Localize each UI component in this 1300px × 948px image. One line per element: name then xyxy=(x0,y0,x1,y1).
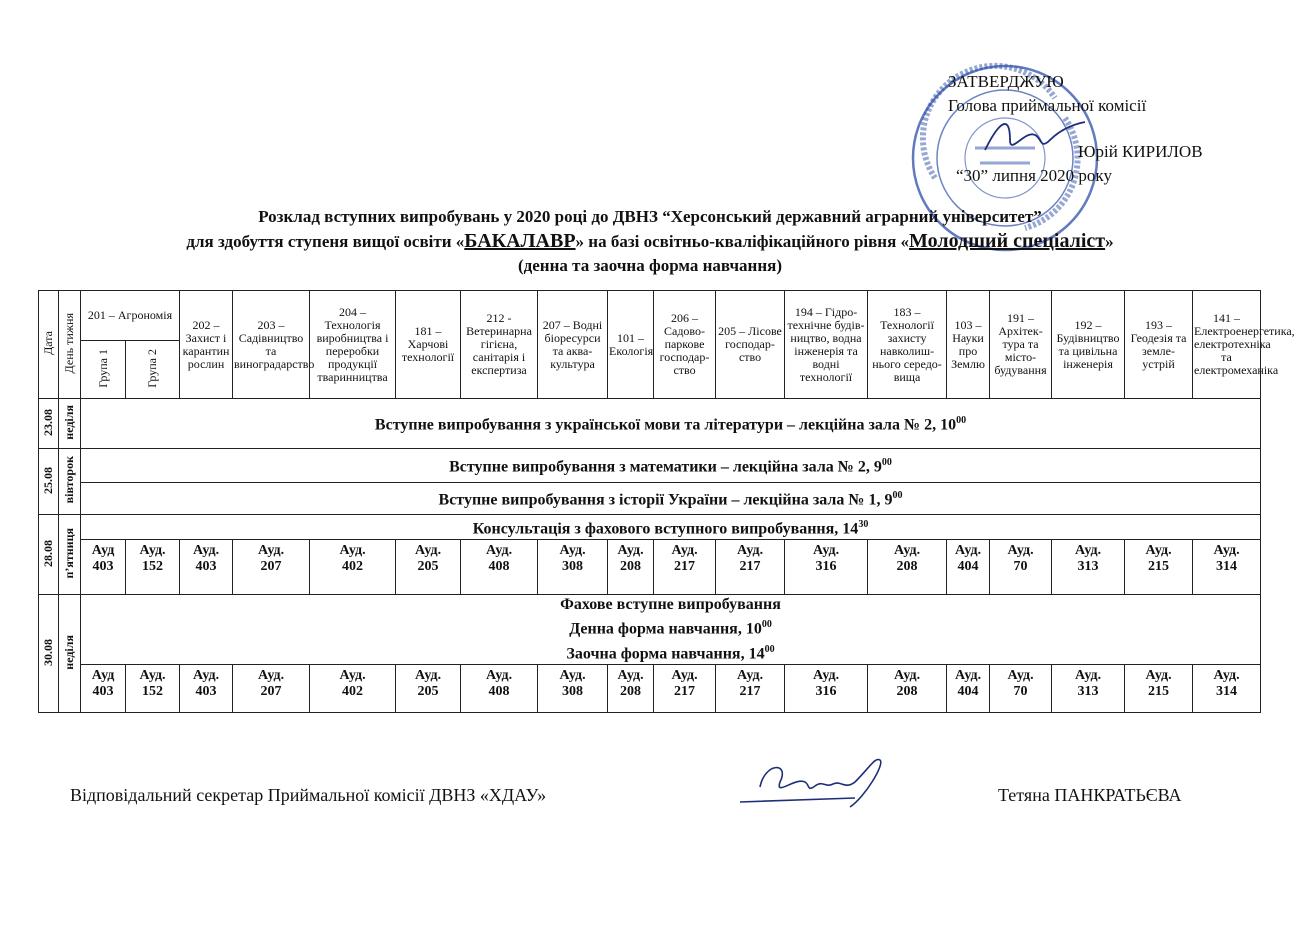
header-specialty: 141 – Електроенергетика, електротехніка та електромеханіка xyxy=(1193,291,1261,399)
header-specialty: 212 - Ветеринарна гігієна, санітарія і експертиза xyxy=(461,291,538,399)
room-cell: Ауд. 217 xyxy=(654,540,716,595)
date-cell: 28.08 xyxy=(39,515,59,595)
room-cell: Ауд. 403 xyxy=(180,664,233,712)
room-cell: Ауд. 402 xyxy=(310,664,396,712)
row-23-08 xyxy=(39,399,1261,449)
day-cell: неділя xyxy=(59,399,81,449)
room-cell: Ауд. 217 xyxy=(716,540,785,595)
date-cell: 25.08 xyxy=(39,449,59,515)
room-cell: Ауд. 314 xyxy=(1193,664,1261,712)
approval-position: Голова приймальної комісії xyxy=(948,96,1147,115)
room-cell: Ауд. 208 xyxy=(608,540,654,595)
room-cell: Ауд. 217 xyxy=(716,664,785,712)
document-title xyxy=(0,205,1300,278)
row-25-08-a xyxy=(39,449,1261,483)
header-specialty: 207 – Водні біоресурси та аква-культура xyxy=(538,291,608,399)
room-cell: Ауд. 217 xyxy=(654,664,716,712)
approval-name: Юрій КИРИЛОВ xyxy=(1078,142,1203,161)
room-cell: Ауд. 208 xyxy=(608,664,654,712)
room-cell: Ауд. 215 xyxy=(1125,540,1193,595)
exam-history: Вступне випробування з історії України – лекційна зала № 1, $9^{00}$ xyxy=(81,483,1261,515)
rooms-row xyxy=(39,540,1261,595)
room-cell: Ауд. 308 xyxy=(538,540,608,595)
header-specialty: 204 – Технологія виробництва і переробки продукції тваринництва xyxy=(310,291,396,399)
qualification-level: Молодший спеціаліст xyxy=(909,230,1106,252)
secretary-title: Відповідальний секретар Приймальної комісії ДВНЗ «ХДАУ» xyxy=(70,785,547,805)
header-specialty: 192 – Будівництво та цивільна інженерія xyxy=(1052,291,1125,399)
degree: БАКАЛАВР xyxy=(464,230,576,252)
header-specialty: 181 – Харчові технології xyxy=(396,291,461,399)
secretary-signature xyxy=(735,752,895,817)
approval-date: “30” липня 2020 року xyxy=(956,166,1112,185)
title-line-1: Розклад вступних випробувань у 2020 році до ДВНЗ “Херсонський державний аграрний університет” xyxy=(258,207,1042,226)
room-cell: Ауд. 70 xyxy=(990,664,1052,712)
day-cell: п’ятниця xyxy=(59,515,81,595)
header-specialty: 202 – Захист і карантин рослин xyxy=(180,291,233,399)
exam-ukrainian: Вступне випробування з української мови та літератури – лекційна зала № 2, $10^{00}$ xyxy=(81,399,1261,449)
room-cell: Ауд. 70 xyxy=(990,540,1052,595)
room-cell: Ауд. 313 xyxy=(1052,664,1125,712)
room-cell: Ауд. 207 xyxy=(233,540,310,595)
row-25-08-b xyxy=(39,483,1261,515)
room-cell: Ауд. 208 xyxy=(868,540,947,595)
room-cell: Ауд. 403 xyxy=(180,540,233,595)
room-cell: Ауд. 205 xyxy=(396,540,461,595)
secretary-name: Тетяна ПАНКРАТЬЄВА xyxy=(998,785,1182,805)
exam-math: Вступне випробування з математики – лекційна зала № 2, $9^{00}$ xyxy=(81,449,1261,483)
title-line-2: для здобуття ступеня вищої освіти «БАКАЛАВР» на базі освітньо-кваліфікаційного рівня «Молодший спеціаліст» xyxy=(186,230,1114,252)
room-cell: Ауд. 205 xyxy=(396,664,461,712)
room-cell: Ауд. 208 xyxy=(868,664,947,712)
header-date: Дата xyxy=(39,291,59,399)
day-cell: вівторок xyxy=(59,449,81,515)
room-cell: Ауд. 404 xyxy=(947,664,990,712)
day-cell: неділя xyxy=(59,595,81,713)
room-cell: Ауд. 316 xyxy=(785,540,868,595)
consultation: Консультація з фахового вступного випробування, $14^{30}$ xyxy=(81,515,1261,540)
date-cell: 30.08 xyxy=(39,595,59,713)
header-specialty: 101 – Екологія xyxy=(608,291,654,399)
header-specialty: 183 – Технології захисту навколиш-нього середо-вища xyxy=(868,291,947,399)
header-specialty: 205 – Лісове господар-ство xyxy=(716,291,785,399)
room-cell: Ауд 403 xyxy=(81,540,126,595)
schedule-table xyxy=(38,290,1295,713)
room-cell: Ауд. 404 xyxy=(947,540,990,595)
header-specialty: 194 – Гідро-технічне будів-ництво, водна інженерія та водні технології xyxy=(785,291,868,399)
rooms-row xyxy=(39,664,1261,712)
header-specialty: 203 – Садівництво та виноградарство xyxy=(233,291,310,399)
room-cell: Ауд. 316 xyxy=(785,664,868,712)
professional-exam: Фахове вступне випробування Денна форма навчання, $10^{00}$ Заочна форма навчання, $14^{00}$ xyxy=(81,595,1261,665)
room-cell: Ауд. 215 xyxy=(1125,664,1193,712)
room-cell: Ауд. 314 xyxy=(1193,540,1261,595)
header-agronomy: 201 – Агрономія xyxy=(81,291,180,341)
room-cell: Ауд. 408 xyxy=(461,664,538,712)
room-cell: Ауд. 152 xyxy=(126,664,180,712)
row-28-08-a xyxy=(39,515,1261,540)
title-line-3: (денна та заочна форма навчання) xyxy=(517,256,782,275)
header-group-1: Група 1 xyxy=(81,341,126,399)
room-cell: Ауд. 402 xyxy=(310,540,396,595)
room-cell: Ауд. 313 xyxy=(1052,540,1125,595)
header-row xyxy=(39,291,1261,341)
approval-heading: ЗАТВЕРДЖУЮ xyxy=(948,72,1064,91)
header-day: День тижня xyxy=(59,291,81,399)
approval-signature xyxy=(980,110,1090,160)
room-cell: Ауд. 308 xyxy=(538,664,608,712)
header-group-2: Група 2 xyxy=(126,341,180,399)
header-specialty: 191 – Архітек-тура та місто-будування xyxy=(990,291,1052,399)
room-cell: Ауд. 152 xyxy=(126,540,180,595)
room-cell: Ауд. 408 xyxy=(461,540,538,595)
header-specialty: 193 – Геодезія та земле-устрій xyxy=(1125,291,1193,399)
header-specialty: 206 – Садово-паркове господар-ство xyxy=(654,291,716,399)
row-30-08-a xyxy=(39,595,1261,665)
header-specialty: 103 – Науки про Землю xyxy=(947,291,990,399)
room-cell: Ауд. 207 xyxy=(233,664,310,712)
room-cell: Ауд 403 xyxy=(81,664,126,712)
date-cell: 23.08 xyxy=(39,399,59,449)
